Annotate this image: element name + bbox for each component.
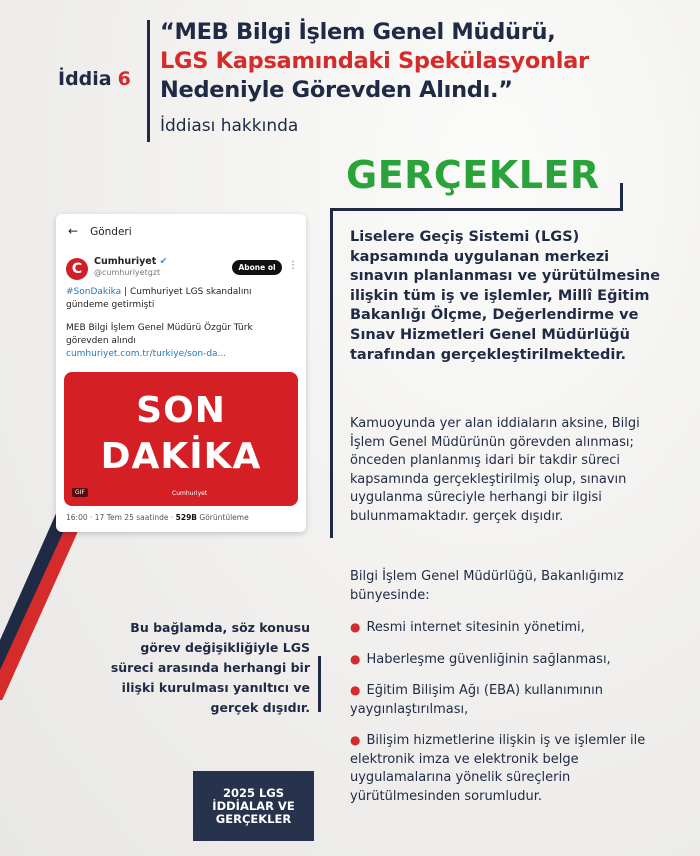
tweet-link[interactable]: cumhuriyet.com.tr/turkiye/son-da... bbox=[66, 349, 227, 359]
tweet-media[interactable] bbox=[64, 372, 298, 506]
responsibility-list bbox=[350, 618, 670, 818]
media-line1: SON bbox=[136, 390, 226, 431]
bracket-vertical-left bbox=[330, 208, 333, 538]
claim-number: 6 bbox=[117, 68, 131, 90]
tweet-views-label: Görüntüleme bbox=[197, 513, 249, 522]
tweet-topbar bbox=[68, 224, 132, 238]
badge-line3: GERÇEKLER bbox=[215, 811, 292, 826]
tweet-meta bbox=[66, 513, 249, 522]
body-paragraph-2: Bilgi İşlem Genel Müdürlüğü, Bakanlığımız bünyesinde: bbox=[350, 569, 624, 603]
series-badge bbox=[193, 771, 314, 841]
list-item bbox=[350, 650, 670, 670]
bracket-vertical-right bbox=[620, 183, 623, 211]
bracket-horizontal bbox=[330, 208, 622, 211]
bullet-dot-icon: ● bbox=[350, 683, 361, 697]
list-item bbox=[350, 731, 670, 806]
tweet-views: 529B bbox=[175, 513, 198, 522]
tweet-text-2: MEB Bilgi İşlem Genel Müdürü Özgür Türk görevden alındı bbox=[66, 323, 253, 346]
headline-line2: LGS Kapsamındaki Spekülasyonlar bbox=[160, 48, 589, 74]
bullet-dot-icon: ● bbox=[350, 651, 361, 666]
hashtag-link[interactable]: #SonDakika bbox=[66, 287, 122, 297]
lead-paragraph: Liselere Geçiş Sistemi (LGS) kapsamında uygulanan merkezi sınavın planlanması ve yürütülmesine ilişkin tüm iş ve işlemler, Millî Eğitim Bakanlığı Ölçme, Değerlendirme ve Sınav Hizmetleri Genel Müdürlüğü tarafından gerçekleştirilmektedir. bbox=[350, 229, 661, 363]
account-name[interactable] bbox=[94, 256, 168, 267]
media-brand: Cumhuriyet bbox=[172, 490, 208, 497]
headline-line3: Nedeniyle Görevden Alındı.” bbox=[160, 77, 513, 103]
header-divider bbox=[147, 20, 150, 142]
facts-title: GERÇEKLER bbox=[346, 153, 600, 197]
list-item-text: Eğitim Bilişim Ağı (EBA) kullanımının yaygınlaştırılması, bbox=[350, 683, 603, 717]
subtitle: İddiası hakkında bbox=[160, 116, 299, 136]
body-paragraph-1: Kamuoyunda yer alan iddiaların aksine, Bilgi İşlem Genel Müdürünün görevden alınması; önceden planlanmış idari bir takdir süreci kapsamında gerçekleştirilmiş olup, sınavın uygulanma süreciyle herhangi bir ilgisi bulunmamaktadır. gerçek dışıdır. bbox=[350, 416, 640, 524]
verified-icon: ✔ bbox=[159, 256, 168, 267]
media-line2: DAKİKA bbox=[100, 436, 262, 477]
tweet-text-1 bbox=[66, 286, 294, 312]
tweet-topbar-label: Gönderi bbox=[90, 226, 132, 238]
badge-line1: 2025 LGS bbox=[222, 785, 285, 800]
bullet-dot-icon: ● bbox=[350, 733, 361, 747]
claim-label bbox=[58, 68, 131, 90]
claim-word: İddia bbox=[58, 68, 112, 90]
tweet-text-1-content: | Cumhuriyet LGS skandalını gündeme getirmişti bbox=[66, 287, 252, 310]
list-item bbox=[350, 681, 670, 719]
bullet-dot-icon: ● bbox=[350, 620, 361, 634]
account-name-text: Cumhuriyet bbox=[94, 256, 157, 267]
list-item-text: Bilişim hizmetlerine ilişkin iş ve işlemler ile elektronik imza ve elektronik belge uygulamalarına yönelik süreçlerin yürütülmesinden sorumludur. bbox=[350, 733, 646, 804]
headline-line1: “MEB Bilgi İşlem Genel Müdürü, bbox=[160, 19, 556, 45]
list-item bbox=[350, 618, 670, 638]
tweet-time: 16:00 · 17 Tem 25 saatinde · bbox=[66, 513, 176, 522]
tweet-card[interactable] bbox=[56, 214, 306, 532]
conclusion-note: Bu bağlamda, söz konusu görev değişikliğiyle LGS süreci arasında herhangi bir ilişki kurulması yanıltıcı ve gerçek dışıdır. bbox=[110, 620, 310, 715]
list-item-text: Haberleşme güvenliğinin sağlanması, bbox=[366, 651, 611, 667]
headline bbox=[160, 18, 680, 105]
note-divider bbox=[318, 656, 321, 712]
back-arrow-icon[interactable]: ← bbox=[68, 224, 79, 238]
follow-button[interactable]: Abone ol bbox=[232, 260, 282, 275]
badge-line2: İDDİALAR VE bbox=[212, 798, 295, 813]
more-options-icon[interactable]: ⋮ bbox=[288, 260, 298, 271]
list-item-text: Resmi internet sitesinin yönetimi, bbox=[366, 620, 585, 635]
gif-badge: GIF bbox=[72, 488, 88, 497]
account-handle: @cumhuriyetgzt bbox=[94, 268, 161, 277]
avatar[interactable]: C bbox=[66, 258, 88, 280]
